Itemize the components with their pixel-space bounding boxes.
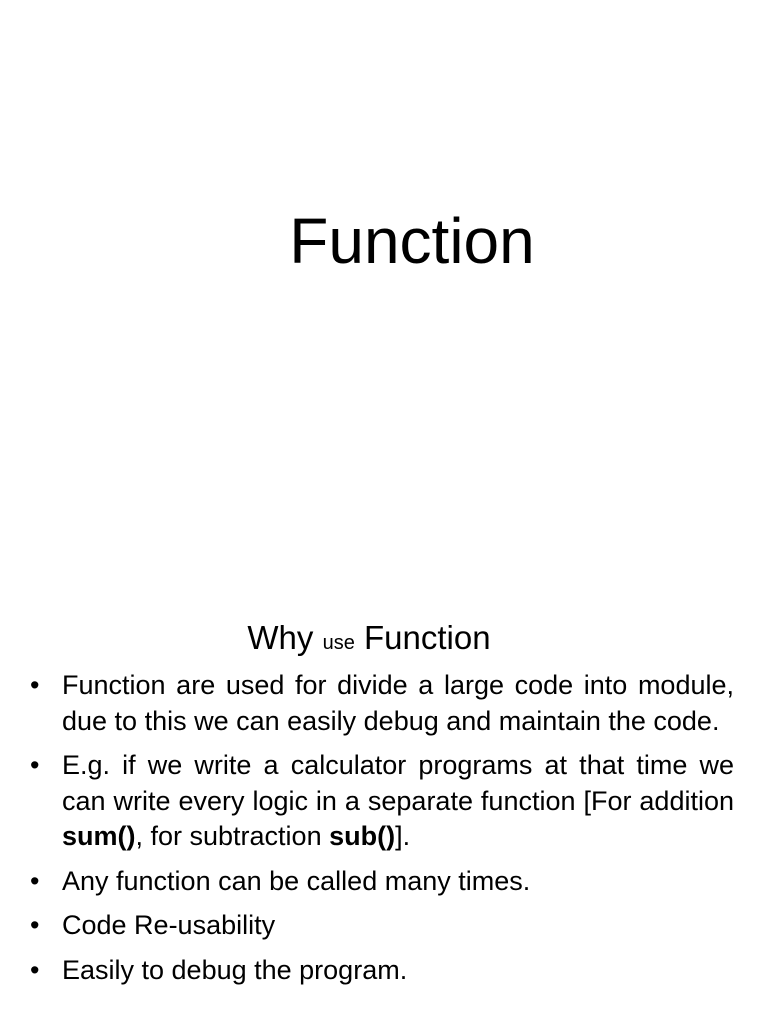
list-item [28, 748, 734, 855]
list-item [28, 953, 734, 989]
list-item [28, 668, 734, 739]
bullet-text-part: E.g. if we write a calculator programs at that time we can write every logic in a separate function [For addition [62, 750, 734, 816]
section-heading [0, 615, 738, 666]
heading-prefix: Why [247, 619, 314, 656]
bullet-text: Easily to debug the program. [62, 954, 408, 985]
bullet-text: Function are used for divide a large code into module, due to this we can easily debug and maintain the code. [62, 670, 734, 736]
bullet-text: Code Re-usability [62, 910, 276, 940]
slide-title: Function [289, 205, 535, 277]
bullet-icon: • [30, 910, 40, 940]
bullet-icon: • [30, 750, 40, 780]
code-sum: sum() [62, 821, 136, 851]
bullet-list [28, 668, 734, 997]
bullet-text [62, 750, 734, 851]
bullet-icon: • [30, 954, 40, 985]
bullet-text-part: ]. [395, 821, 411, 851]
code-sub: sub() [329, 821, 396, 851]
bullet-text-part: , for subtraction [135, 821, 330, 851]
list-item [28, 908, 734, 944]
bullet-text: Any function can be called many times. [62, 865, 531, 896]
heading-small-word: use [322, 632, 355, 654]
list-item [28, 864, 734, 900]
bullet-icon: • [30, 670, 40, 700]
heading-suffix: Function [364, 619, 491, 656]
bullet-icon: • [30, 865, 40, 896]
